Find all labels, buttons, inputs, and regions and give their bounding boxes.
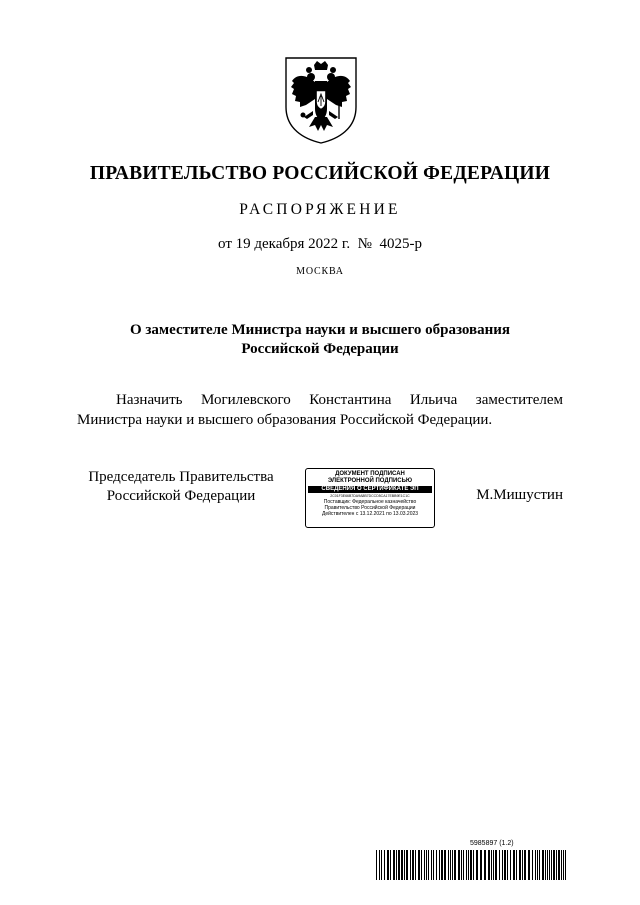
stamp-supplier: Поставщик: Федеральное казначейство — [323, 499, 417, 505]
signer-name: М.Мишустин — [476, 487, 563, 503]
signer-position — [76, 468, 286, 506]
russian-coat-of-arms-icon — [282, 55, 360, 145]
stamp-validity: Действителен с 13.12.2021 по 13.03.2023 — [321, 511, 419, 517]
subject-line-1: О заместителе Министра науки и высшего образования — [129, 322, 511, 338]
signer-position-line-2: Российской Федерации — [106, 488, 256, 504]
electronic-signature-stamp — [305, 468, 435, 528]
stamp-line-1: ДОКУМЕНТ ПОДПИСАН — [335, 471, 405, 477]
government-title: ПРАВИТЕЛЬСТВО РОССИЙСКОЙ ФЕДЕРАЦИИ — [89, 163, 551, 184]
stamp-line-2: ЭЛЕКТРОННОЙ ПОДПИСЬЮ — [327, 478, 413, 484]
barcode-number: 5985897 (1.2) — [470, 840, 514, 847]
signer-position-line-1: Председатель Правительства — [88, 469, 274, 485]
subject-line-2: Российской Федерации — [241, 341, 399, 357]
stamp-owner: Правительство Российской Федерации — [324, 505, 416, 511]
stamp-certificate-id: 2C01F3E66B7DA9A8B7DCCD5CA17EBB9E1C1C — [330, 494, 410, 498]
city: МОСКВА — [296, 266, 344, 277]
barcode-icon — [376, 850, 566, 880]
document-subject — [80, 321, 560, 359]
document-type: РАСПОРЯЖЕНИЕ — [239, 201, 401, 218]
order-text: Назначить Могилевского Константина Ильича заместителем Министра науки и высшего образования Российской Федерации. — [77, 392, 563, 428]
date-and-number: от 19 декабря 2022 г. № 4025-р — [218, 236, 422, 252]
stamp-banner: СВЕДЕНИЯ О СЕРТИФИКАТЕ ЭП — [308, 486, 432, 493]
